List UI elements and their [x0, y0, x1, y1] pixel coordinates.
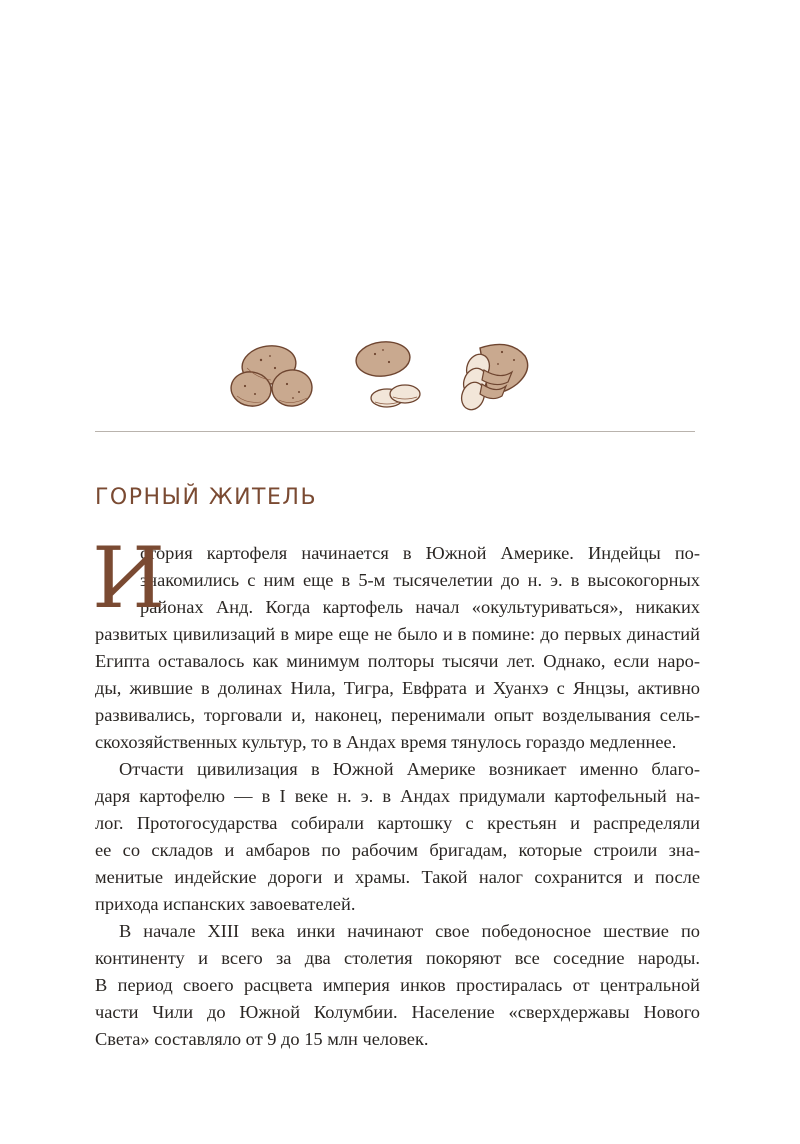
paragraph-2 [95, 756, 700, 918]
text-line: стория картофеля начинается в Южной Америке. Индейцы по- [140, 543, 700, 563]
potato-illustrations [225, 340, 535, 420]
text-line: даря картофелю — в I веке н. э. в Андах придумали картофельный на- [95, 786, 700, 806]
potato-pile-icon [225, 340, 320, 412]
text-line: ее со складов и амбаров по рабочим бригадам, которые строили зна- [95, 840, 700, 860]
paragraph-3 [95, 918, 700, 1053]
sliced-potato-icon [458, 340, 538, 418]
text-line: развивались, торговали и, наконец, перенимали опыт возделывания сель- [95, 705, 700, 725]
text-line: континенту и всего за два столетия покоряют все соседние народы. [95, 948, 700, 968]
section-divider [95, 431, 695, 432]
chapter-title: ГОРНЫЙ ЖИТЕЛЬ [95, 485, 318, 510]
text-line: ды, жившие в долинах Нила, Тигра, Евфрата и Хуанхэ с Янцзы, активно [95, 678, 700, 698]
text-line: лог. Протогосударства собирали картошку с крестьян и распределяли [95, 813, 700, 833]
text-line: районах Анд. Когда картофель начал «окультуриваться», никаких [140, 597, 700, 617]
text-line: В начале XIII века инки начинают свое победоносное шествие по [119, 921, 700, 941]
paragraph-1 [95, 540, 700, 756]
drop-cap: И [92, 529, 166, 627]
text-line: Света» составляло от 9 до 15 млн человек. [95, 1029, 429, 1049]
text-line: Египта оставалось как минимум полторы тысячи лет. Однако, если наро- [95, 651, 700, 671]
text-line: менитые индейские дороги и храмы. Такой налог сохранится и после [95, 867, 700, 887]
text-line: скохозяйственных культур, то в Андах время тянулось гораздо медленнее. [95, 732, 677, 752]
body-text [92, 529, 700, 1053]
text-line: знакомились с ним еще в 5-м тысячелетии до н. э. в высокогорных [140, 570, 700, 590]
text-line: части Чили до Южной Колумбии. Население «сверхдержавы Нового [95, 1002, 700, 1022]
potato-slices-icon [353, 340, 433, 416]
text-line: развитых цивилизаций в мире еще не было и в помине: до первых династий [95, 624, 700, 644]
text-line: прихода испанских завоевателей. [95, 894, 356, 914]
text-line: Отчасти цивилизация в Южной Америке возникает именно благо- [119, 759, 700, 779]
text-line: В период своего расцвета империя инков простиралась от центральной [95, 975, 700, 995]
